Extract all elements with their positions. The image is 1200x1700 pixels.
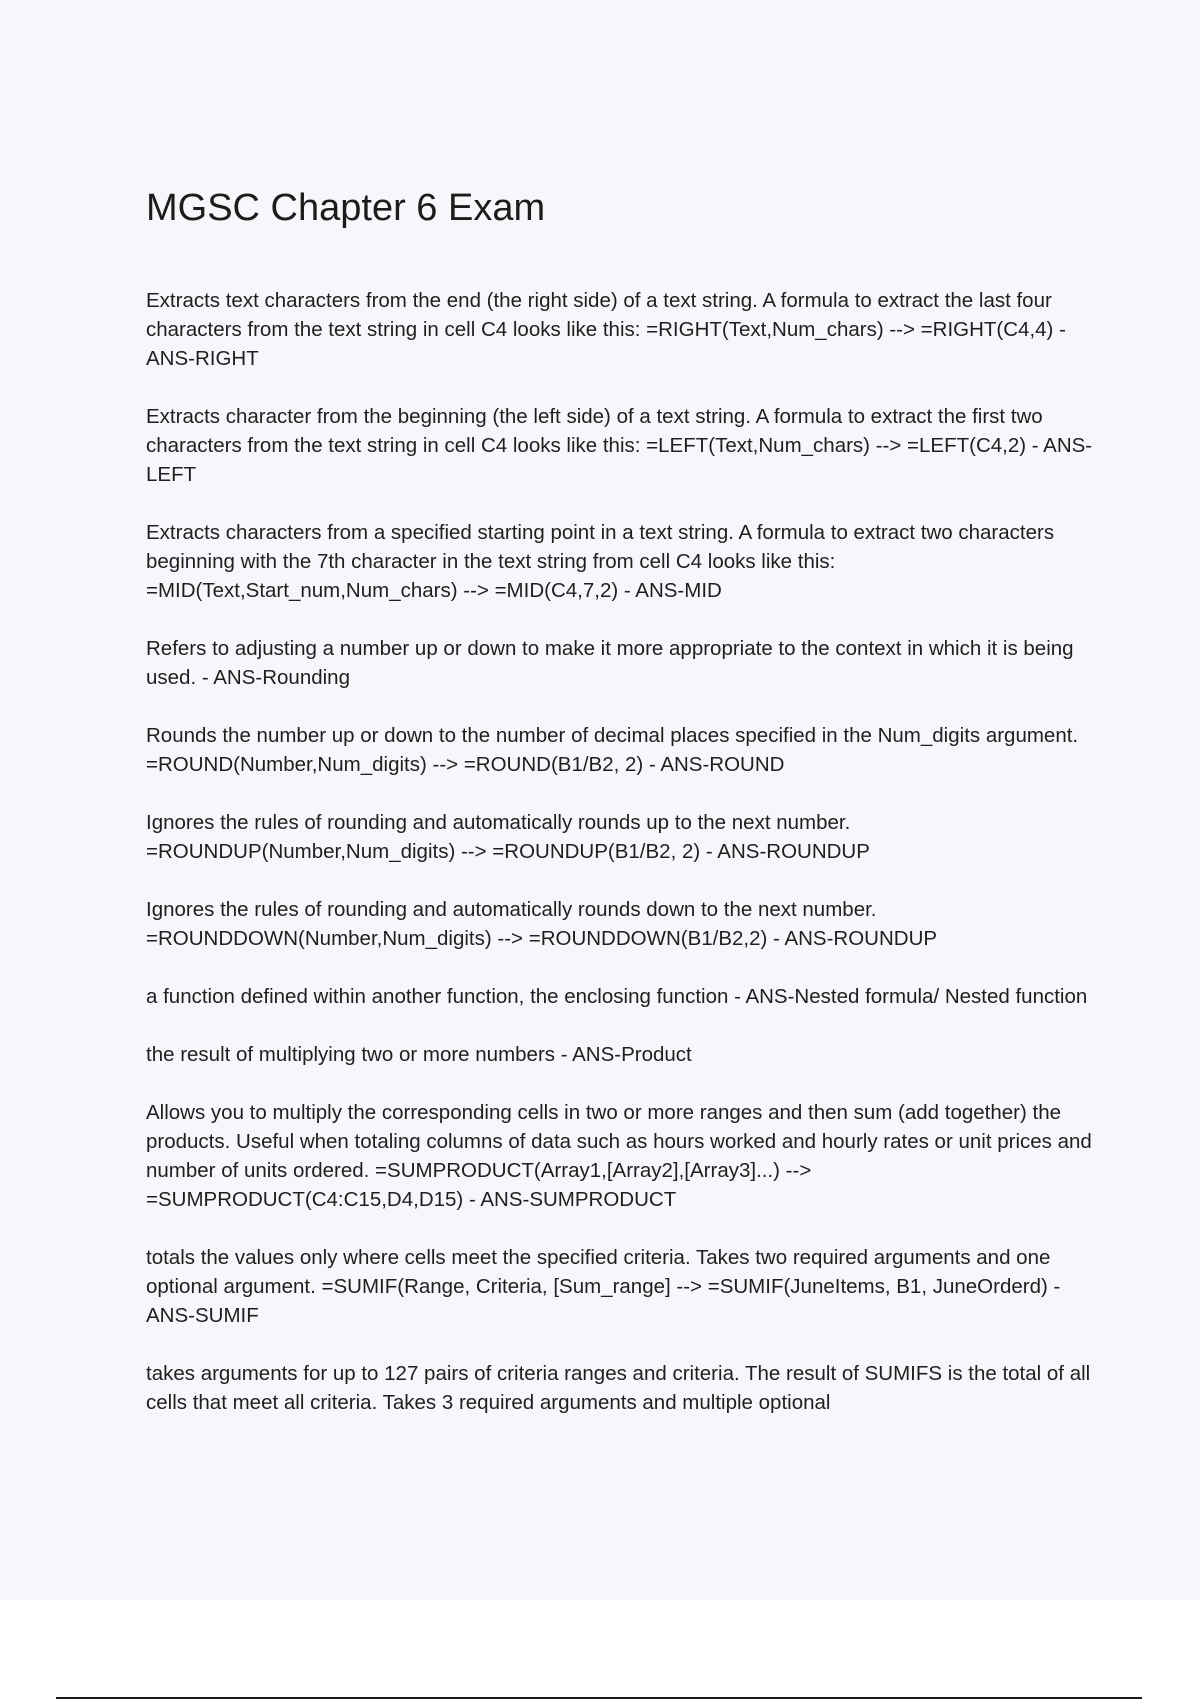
paragraph-sumif: totals the values only where cells meet the specified criteria. Takes two required arguments and one optional argument. =SUMIF(Range, Criteria, [Sum_range] --> =SUMIF(JuneItems, B1, JuneOrderd) - ANS-SUMIF: [146, 1246, 1061, 1327]
paragraph-rounddown: Ignores the rules of rounding and automatically rounds down to the next number. =ROUNDDOWN(Number,Num_digits) --> =ROUNDDOWN(B1/B2,2) - ANS-ROUNDUP: [146, 898, 938, 950]
paragraph-mid: Extracts characters from a specified starting point in a text string. A formula to extract two characters beginning with the 7th character in the text string from cell C4 looks like this: =MID(Text,Start_num,Num_chars) --> =MID(C4,7,2) - ANS-MID: [146, 521, 1055, 602]
paragraph-product: the result of multiplying two or more numbers - ANS-Product: [146, 1043, 692, 1066]
paragraph-sumifs: takes arguments for up to 127 pairs of criteria ranges and criteria. The result of SUMIFS is the total of all cells that meet all criteria. Takes 3 required arguments and multiple optional: [146, 1362, 1091, 1414]
paragraph-nested: a function defined within another function, the enclosing function - ANS-Nested formula/ Nested function: [146, 985, 1088, 1008]
paragraph-roundup: Ignores the rules of rounding and automatically rounds up to the next number. =ROUNDUP(Number,Num_digits) --> =ROUNDUP(B1/B2, 2) - ANS-ROUNDUP: [146, 811, 870, 863]
footer-divider: [56, 1697, 1142, 1699]
page-title: MGSC Chapter 6 Exam: [146, 187, 546, 229]
paragraph-round: Rounds the number up or down to the number of decimal places specified in the Num_digits argument. =ROUND(Number,Num_digits) --> =ROUND(B1/B2, 2) - ANS-ROUND: [146, 724, 1079, 776]
paragraph-left: Extracts character from the beginning (the left side) of a text string. A formula to extract the first two characters from the text string in cell C4 looks like this: =LEFT(Text,Num_chars) --> =LEFT(C4,2) - ANS-LEFT: [146, 405, 1093, 486]
document-content: [146, 180, 1096, 1446]
paragraph-right: Extracts text characters from the end (the right side) of a text string. A formula to extract the last four characters from the text string in cell C4 looks like this: =RIGHT(Text,Num_chars) --> =RIGHT(C4,4) - ANS-RIGHT: [146, 289, 1066, 370]
paragraph-sumproduct: Allows you to multiply the corresponding cells in two or more ranges and then sum (add together) the products. Useful when totaling columns of data such as hours worked and hourly rates or unit prices and number of units ordered. =SUMPRODUCT(Array1,[Array2],[Array3]...) --> =SUMPRODUCT(C4:C15,D4,D15) - ANS-SUMPRODUCT: [146, 1101, 1092, 1211]
paragraph-rounding: Refers to adjusting a number up or down to make it more appropriate to the context in which it is being used. - ANS-Rounding: [146, 637, 1074, 689]
